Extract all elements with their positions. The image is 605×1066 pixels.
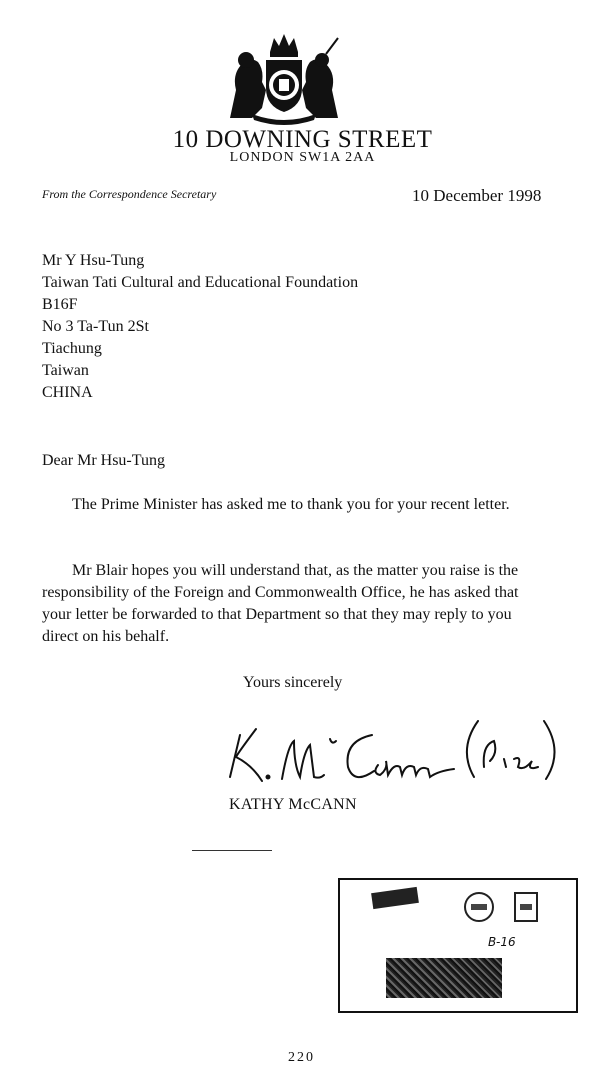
page-number: 220 (288, 1050, 315, 1065)
closing: Yours sincerely (243, 674, 343, 691)
body-paragraph-text: The Prime Minister has asked me to thank you for your recent letter. (72, 496, 510, 513)
redacted-mark (371, 887, 419, 909)
redacted-block (386, 958, 502, 998)
body-paragraph-text: Mr Blair hopes you will understand that, as the matter you raise is the responsibility of the Foreign and Commonwealth Office, he has asked that your letter be forwarded to that Department so that they may reply to you direct on his behalf. (42, 562, 519, 645)
recipient-line: Taiwan (42, 362, 89, 379)
from-line: From the Correspondence Secretary (42, 187, 217, 201)
divider (192, 850, 272, 851)
recipient-line: Taiwan Tati Cultural and Educational Foundation (42, 274, 359, 291)
handwritten-signature-icon (222, 705, 567, 790)
recipient-line: B16F (42, 296, 78, 313)
received-stamp-box (338, 878, 578, 1013)
letter-date: 10 December 1998 (412, 186, 542, 205)
stamp-seal-icon (464, 892, 494, 922)
signatory-name: KATHY McCANN (229, 796, 357, 813)
letterhead-address-line1: 10 DOWNING STREET (172, 126, 433, 153)
recipient-line: CHINA (42, 384, 93, 401)
body-paragraph (42, 494, 542, 516)
stamp-label: B-16 (488, 935, 516, 949)
royal-coat-of-arms-icon (222, 30, 346, 126)
body-paragraph (42, 560, 542, 648)
stamp-mark-icon (514, 892, 538, 922)
recipient-line: Tiachung (42, 340, 102, 357)
letterhead-address-line2: LONDON SW1A 2AA (229, 150, 376, 165)
salutation: Dear Mr Hsu-Tung (42, 452, 165, 469)
recipient-address (42, 250, 358, 404)
recipient-line: No 3 Ta-Tun 2St (42, 318, 149, 335)
recipient-line: Mr Y Hsu-Tung (42, 252, 145, 269)
